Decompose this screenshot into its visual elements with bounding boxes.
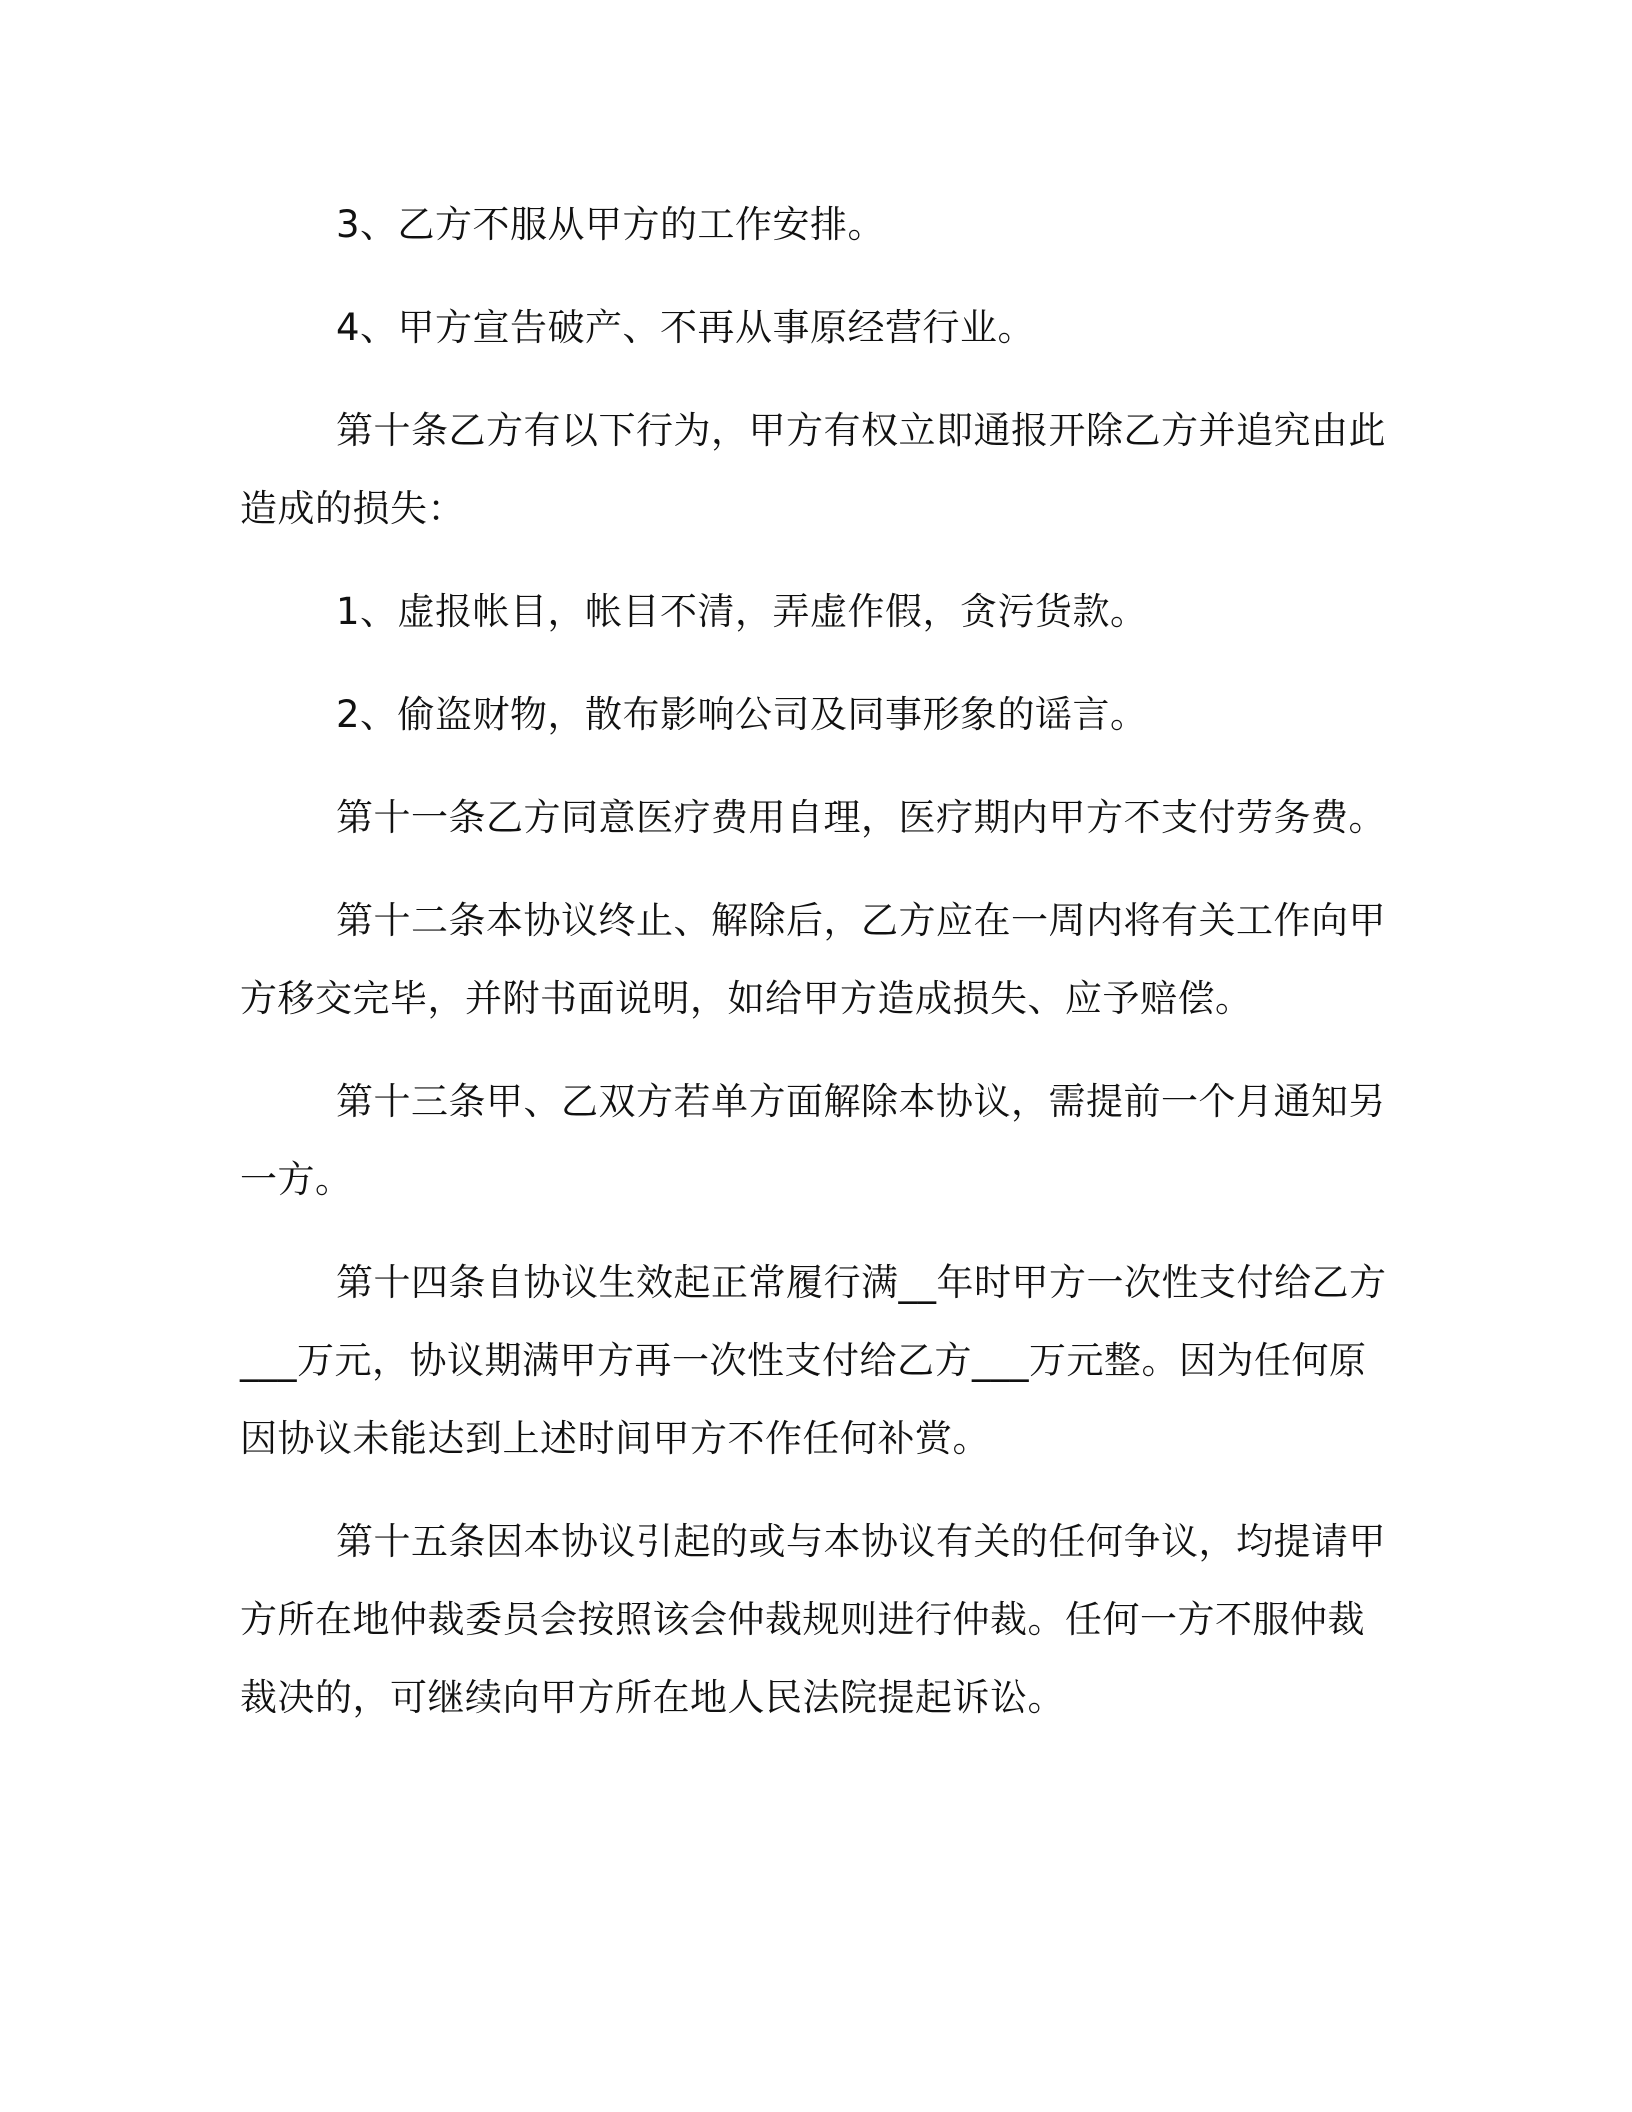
paragraph-article-12: 第十二条本协议终止、解除后，乙方应在一周内将有关工作向甲方移交完毕，并附书面说明，如给甲方造成损失、应予赔偿。 [240, 899, 1386, 1020]
paragraph-article-13: 第十三条甲、乙双方若单方面解除本协议，需提前一个月通知另一方。 [240, 1080, 1386, 1201]
paragraph-article-15: 第十五条因本协议引起的或与本协议有关的任何争议，均提请甲方所在地仲裁委员会按照该会仲裁规则进行仲裁。任何一方不服仲裁裁决的，可继续向甲方所在地人民法院提起诉讼。 [240, 1520, 1386, 1719]
document-body [240, 186, 1390, 1762]
paragraph-item-2: 2、偷盗财物，散布影响公司及同事形象的谣言。 [336, 693, 1148, 736]
paragraph-item-4: 4、甲方宣告破产、不再从事原经营行业。 [336, 306, 1036, 349]
paragraph-article-10: 第十条乙方有以下行为，甲方有权立即通报开除乙方并追究由此造成的损失： [240, 409, 1386, 530]
paragraph-item-3: 3、乙方不服从甲方的工作安排。 [336, 203, 886, 246]
paragraph-item-1: 1、虚报帐目，帐目不清，弄虚作假，贪污货款。 [336, 590, 1148, 633]
paragraph-article-14: 第十四条自协议生效起正常履行满__年时甲方一次性支付给乙方___万元，协议期满甲方再一次性支付给乙方___万元整。因为任何原因协议未能达到上述时间甲方不作任何补赏。 [240, 1261, 1387, 1460]
paragraph-article-11: 第十一条乙方同意医疗费用自理，医疗期内甲方不支付劳务费。 [336, 796, 1386, 839]
